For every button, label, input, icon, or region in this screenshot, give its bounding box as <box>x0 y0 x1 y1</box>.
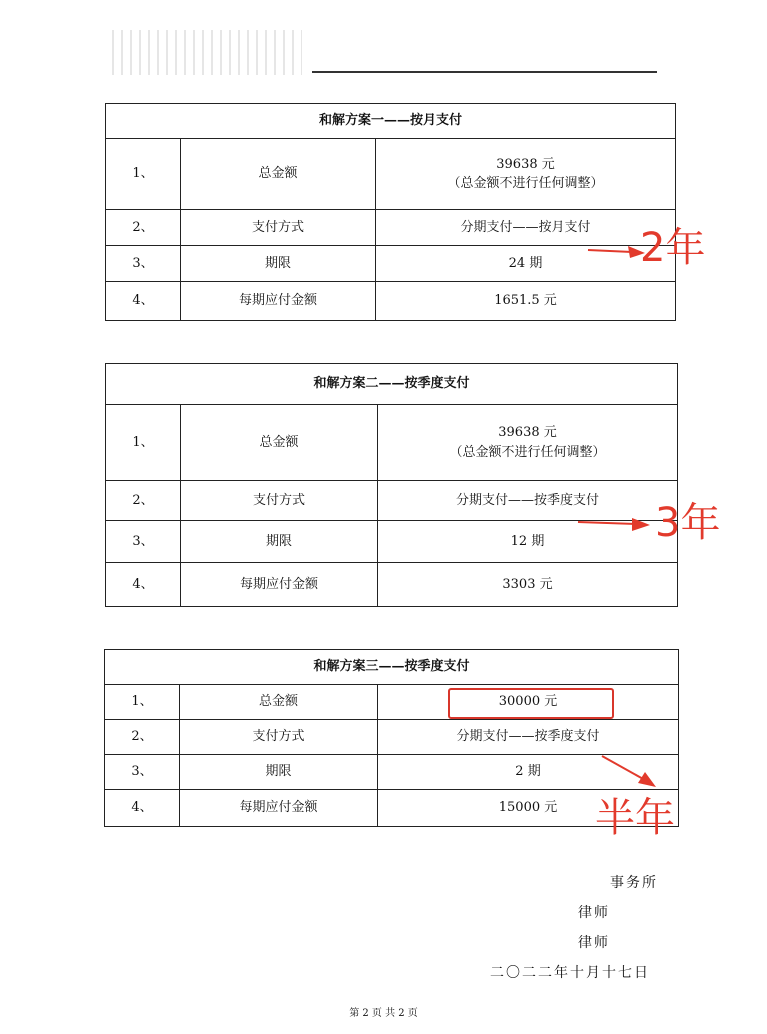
row-value: 30000 元 <box>378 685 679 720</box>
arrow-icon <box>588 250 632 252</box>
row-label: 支付方式 <box>180 720 378 755</box>
row-value: 3303 元 <box>378 563 678 607</box>
value-note: （总金额不进行任何调整） <box>447 176 604 191</box>
plan-title: 和解方案一——按月支付 <box>106 104 676 139</box>
row-value: 2 期 <box>378 755 679 790</box>
law-firm: 事务所 <box>610 875 658 891</box>
row-number: 2、 <box>106 481 181 521</box>
row-label: 期限 <box>181 521 378 563</box>
lawyer-2: 律师 <box>578 935 610 951</box>
arrow-head-icon <box>638 772 656 787</box>
signing-date: 二〇二二年十月十七日 <box>490 965 650 981</box>
row-label: 每期应付金额 <box>181 563 378 607</box>
annotation-3-years: 3年 <box>655 500 721 546</box>
row-number: 2、 <box>106 210 181 246</box>
row-number: 4、 <box>106 282 181 321</box>
row-label: 期限 <box>180 755 378 790</box>
row-number: 3、 <box>106 521 181 563</box>
row-label: 总金额 <box>181 139 376 210</box>
row-value: 1651.5 元 <box>376 282 676 321</box>
page-footer: 第 2 页 共 2 页 <box>349 1008 418 1019</box>
row-number: 4、 <box>106 563 181 607</box>
row-value: 分期支付——按季度支付 <box>378 720 679 755</box>
annotation-2-years: 2年 <box>640 225 706 271</box>
row-number: 1、 <box>106 405 181 481</box>
arrow-head-icon <box>632 518 650 531</box>
plan-title: 和解方案二——按季度支付 <box>106 364 678 405</box>
row-number: 1、 <box>105 685 180 720</box>
row-number: 3、 <box>106 246 181 282</box>
row-label: 总金额 <box>181 405 378 481</box>
row-value: 15000 元 <box>378 790 679 827</box>
row-value: 24 期 <box>376 246 676 282</box>
row-number: 3、 <box>105 755 180 790</box>
row-number: 2、 <box>105 720 180 755</box>
value-text: 39638 元 <box>496 156 555 172</box>
lawyer-1: 律师 <box>578 905 610 921</box>
row-label: 总金额 <box>180 685 378 720</box>
row-value: 12 期 <box>378 521 678 563</box>
row-label: 支付方式 <box>181 210 376 246</box>
row-label: 支付方式 <box>181 481 378 521</box>
row-value: 分期支付——按季度支付 <box>378 481 678 521</box>
row-number: 1、 <box>106 139 181 210</box>
row-label: 每期应付金额 <box>180 790 378 827</box>
value-text: 39638 元 <box>498 425 557 440</box>
arrow-icon <box>602 756 645 780</box>
value-note: （总金额不进行任何调整） <box>449 444 606 460</box>
arrow-icon <box>578 522 636 524</box>
row-number: 4、 <box>105 790 180 827</box>
plan-title: 和解方案三——按季度支付 <box>105 650 679 685</box>
row-label: 每期应付金额 <box>181 282 376 321</box>
row-value: 分期支付——按月支付 <box>376 210 676 246</box>
row-label: 期限 <box>181 246 376 282</box>
annotation-half-year: 半年 <box>595 795 675 841</box>
